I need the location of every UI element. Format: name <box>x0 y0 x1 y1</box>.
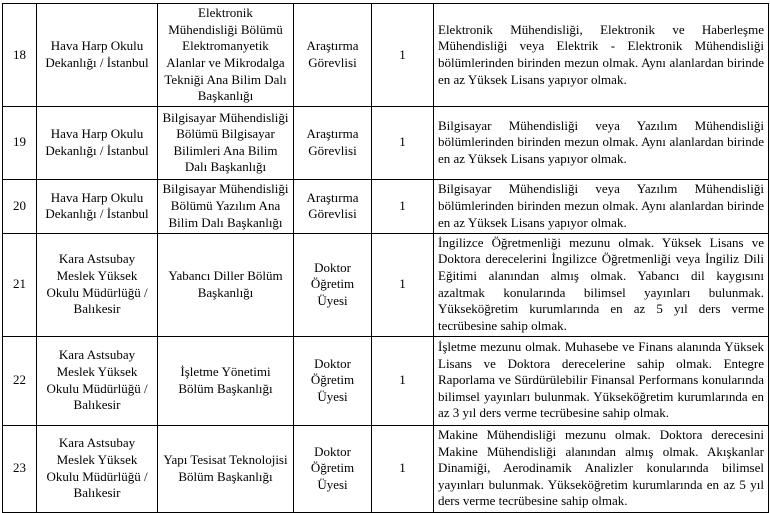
requirements-cell: Bilgisayar Mühendisliği veya Yazılım Mühendisliği bölümlerinden birinden mezun olmak. Aynı alanlardan birinde en az Yüksek Lisans yapıyor olmak. <box>434 106 769 179</box>
institution-cell: Hava Harp Okulu Dekanlığı / İstanbul <box>37 106 158 179</box>
row-number-cell: 22 <box>3 336 37 425</box>
institution-cell: Hava Harp Okulu Dekanlığı / İstanbul <box>37 4 158 107</box>
department-cell: Bilgisayar Mühendisliği Bölümü Yazılım Ana Bilim Dalı Başkanlığı <box>158 179 294 233</box>
count-cell: 1 <box>372 336 434 425</box>
row-number-cell: 21 <box>3 233 37 336</box>
position-title-cell: Doktor Öğretim Üyesi <box>294 336 372 425</box>
table-row <box>3 106 769 179</box>
department-cell: Elektronik Mühendisliği Bölümü Elektromanyetik Alanlar ve Mikrodalga Tekniği Ana Bilim Dalı Başkanlığı <box>158 4 294 107</box>
row-number-cell: 20 <box>3 179 37 233</box>
position-title-cell: Araştırma Görevlisi <box>294 4 372 107</box>
table-row <box>3 233 769 336</box>
requirements-cell: Bilgisayar Mühendisliği veya Yazılım Mühendisliği bölümlerinden birinden mezun olmak. Aynı alanlardan birinde en az Yüksek Lisans yapıyor olmak. <box>434 179 769 233</box>
table-row <box>3 336 769 425</box>
row-number-cell: 23 <box>3 425 37 512</box>
department-cell: Yapı Tesisat Teknolojisi Bölüm Başkanlığı <box>158 425 294 512</box>
count-cell: 1 <box>372 425 434 512</box>
position-title-cell: Doktor Öğretim Üyesi <box>294 425 372 512</box>
table-row <box>3 179 769 233</box>
department-cell: Bilgisayar Mühendisliği Bölümü Bilgisayar Bilimleri Ana Bilim Dalı Başkanlığı <box>158 106 294 179</box>
institution-cell: Kara Astsubay Meslek Yüksek Okulu Müdürlüğü / Balıkesir <box>37 233 158 336</box>
job-posting-table <box>2 3 769 513</box>
institution-cell: Kara Astsubay Meslek Yüksek Okulu Müdürlüğü / Balıkesir <box>37 425 158 512</box>
position-title-cell: Araştırma Görevlisi <box>294 106 372 179</box>
requirements-cell: İngilizce Öğretmenliği mezunu olmak. Yüksek Lisans ve Doktora derecelerini İngilizce Öğretmenliği veya İngiliz Dili Eğitimi alanından almış olmak. Yabancı dil kaygısını azaltmak konularında bilimsel yayınları bulunmak. Yükseköğretim kurumlarında en az 5 yıl ders verme tecrübesine sahip olmak. <box>434 233 769 336</box>
institution-cell: Kara Astsubay Meslek Yüksek Okulu Müdürlüğü / Balıkesir <box>37 336 158 425</box>
table-row <box>3 425 769 512</box>
table-row <box>3 4 769 107</box>
position-title-cell: Araştırma Görevlisi <box>294 179 372 233</box>
row-number-cell: 19 <box>3 106 37 179</box>
department-cell: İşletme Yönetimi Bölüm Başkanlığı <box>158 336 294 425</box>
requirements-cell: Makine Mühendisliği mezunu olmak. Doktora derecesini Makine Mühendisliği alanından almış olmak. Akışkanlar Dinamiği, Aerodinamik Analizler konularında bilimsel yayınları bulunmak. Yükseköğretim kurumlarında en az 5 yıl ders verme tecrübesine sahip olmak. <box>434 425 769 512</box>
department-cell: Yabancı Diller Bölüm Başkanlığı <box>158 233 294 336</box>
count-cell: 1 <box>372 106 434 179</box>
requirements-cell: Elektronik Mühendisliği, Elektronik ve Haberleşme Mühendisliği veya Elektrik - Elektronik Mühendisliği bölümlerinden birinden mezun olmak. Aynı alanlardan birinde en az Yüksek Lisans yapıyor olmak. <box>434 4 769 107</box>
count-cell: 1 <box>372 179 434 233</box>
institution-cell: Hava Harp Okulu Dekanlığı / İstanbul <box>37 179 158 233</box>
row-number-cell: 18 <box>3 4 37 107</box>
count-cell: 1 <box>372 4 434 107</box>
count-cell: 1 <box>372 233 434 336</box>
requirements-cell: İşletme mezunu olmak. Muhasebe ve Finans alanında Yüksek Lisans ve Doktora derecelerine sahip olmak. Entegre Raporlama ve Sürdürülebilir Finansal Performans konularında bilimsel yayınları bulunmak. Yükseköğretim kurumlarında en az 3 yıl ders verme tecrübesine sahip olmak. <box>434 336 769 425</box>
position-title-cell: Doktor Öğretim Üyesi <box>294 233 372 336</box>
